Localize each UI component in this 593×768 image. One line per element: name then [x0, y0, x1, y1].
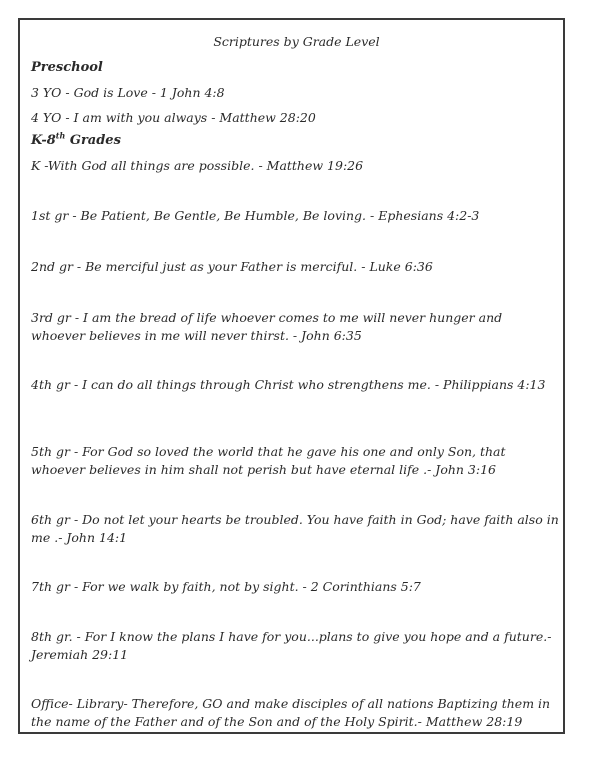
- document-title: Scriptures by Grade Level: [213, 34, 380, 49]
- section-heading-k8: [31, 130, 121, 148]
- verse-k: K -With God all things are possible. - Matthew 19:26: [31, 158, 364, 173]
- verse-7th-grade: 7th gr - For we walk by faith, not by sight. - 2 Corinthians 5:7: [31, 579, 421, 594]
- verse-office-library: Office- Library- Therefore, GO and make disciples of all nations Baptizing them in the name of the Father and of the Son and of the Holy Spirit.- Matthew 28:19: [31, 696, 551, 729]
- verse-3rd-grade: 3rd gr - I am the bread of life whoever comes to me will never hunger and whoever believes in me will never thirst. - John 6:35: [31, 310, 503, 343]
- section-heading-preschool: Preschool: [31, 60, 103, 75]
- verse-4yo: 4 YO - I am with you always - Matthew 28:20: [31, 110, 316, 125]
- k8-heading-sup: th: [55, 130, 66, 141]
- k8-heading-prefix: K-8: [31, 133, 56, 148]
- k8-heading-suffix: Grades: [65, 133, 121, 148]
- verse-4th-grade: 4th gr - I can do all things through Christ who strengthens me. - Philippians 4:13: [31, 377, 546, 392]
- verse-5th-grade: 5th gr - For God so loved the world that he gave his one and only Son, that whoever believes in him shall not perish but have eternal life .- John 3:16: [31, 444, 506, 477]
- verse-2nd-grade: 2nd gr - Be merciful just as your Father is merciful. - Luke 6:36: [31, 259, 433, 274]
- verse-3yo: 3 YO - God is Love - 1 John 4:8: [31, 85, 225, 100]
- verse-8th-grade: 8th gr. - For I know the plans I have for you...plans to give you hope and a future.- Jeremiah 29:11: [31, 629, 552, 662]
- verse-6th-grade: 6th gr - Do not let your hearts be troubled. You have faith in God; have faith also in me .- John 14:1: [31, 512, 559, 545]
- verse-1st-grade: 1st gr - Be Patient, Be Gentle, Be Humble, Be loving. - Ephesians 4:2-3: [31, 208, 480, 223]
